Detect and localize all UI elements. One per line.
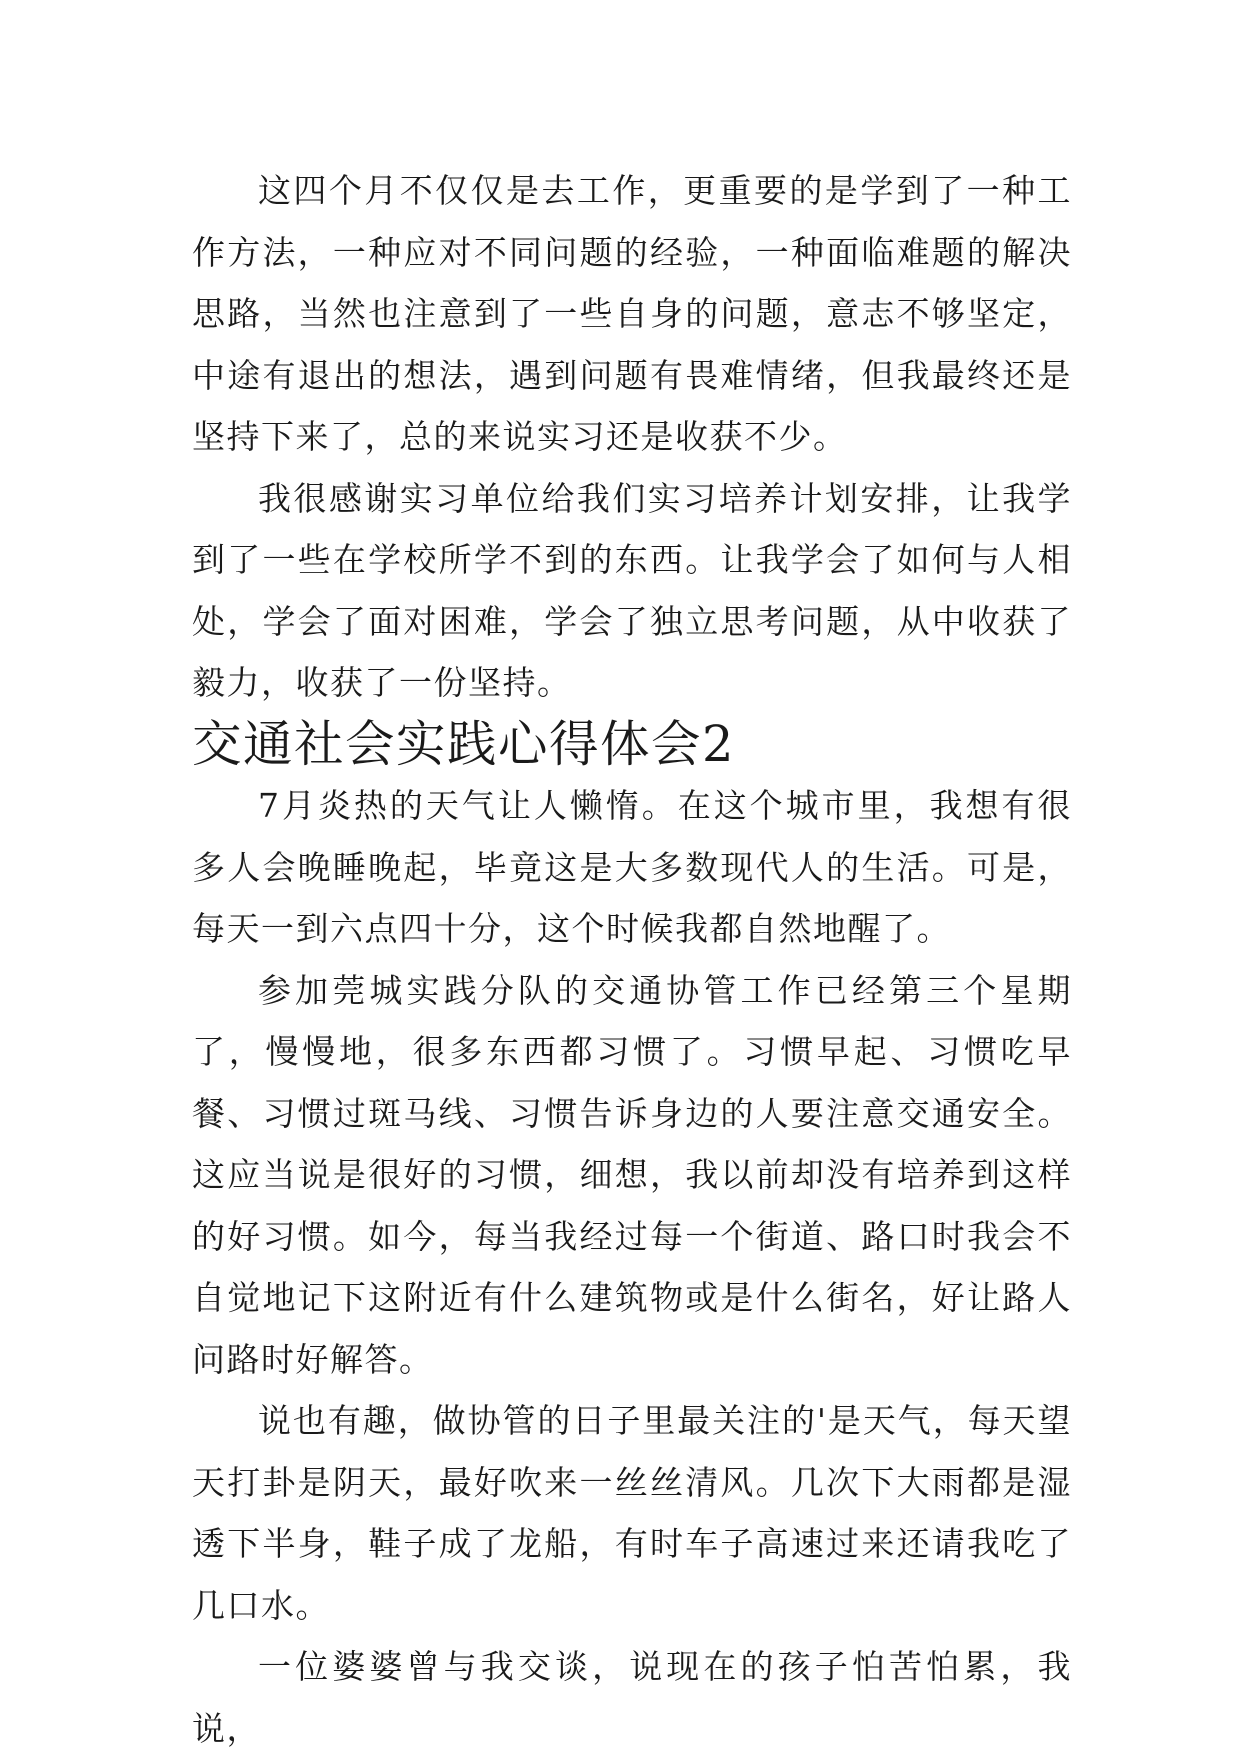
paragraph: 参加莞城实践分队的交通协管工作已经第三个星期了，慢慢地，很多东西都习惯了。习惯早起、习惯吃早餐、习惯过斑马线、习惯告诉身边的人要注意交通安全。这应当说是很好的习惯，细想，我以前却没有培养到这样的好习惯。如今，每当我经过每一个街道、路口时我会不自觉地记下这附近有什么建筑物或是什么街名，好让路人问路时好解答。	[192, 970, 1072, 1379]
document-body	[192, 160, 1072, 1759]
paragraph: 7月炎热的天气让人懒惰。在这个城市里，我想有很多人会晚睡晚起，毕竟这是大多数现代人的生活。可是，每天一到六点四十分，这个时候我都自然地醒了。	[192, 786, 1072, 948]
paragraph: 说也有趣，做协管的日子里最关注的'是天气，每天望天打卦是阴天，最好吹来一丝丝清风。几次下大雨都是湿透下半身，鞋子成了龙船，有时车子高速过来还请我吃了几口水。	[192, 1401, 1072, 1625]
paragraph: 这四个月不仅仅是去工作，更重要的是学到了一种工作方法，一种应对不同问题的经验，一种面临难题的解决思路，当然也注意到了一些自身的问题，意志不够坚定，中途有退出的想法，遇到问题有畏难情绪，但我最终还是坚持下来了，总的来说实习还是收获不少。	[192, 171, 1072, 456]
section-heading: 交通社会实践心得体会2	[192, 714, 735, 773]
paragraph: 一位婆婆曾与我交谈，说现在的孩子怕苦怕累，我说，	[192, 1647, 1072, 1748]
paragraph: 我很感谢实习单位给我们实习培养计划安排，让我学到了一些在学校所学不到的东西。让我学会了如何与人相处，学会了面对困难，学会了独立思考问题，从中收获了毅力，收获了一份坚持。	[192, 478, 1072, 702]
